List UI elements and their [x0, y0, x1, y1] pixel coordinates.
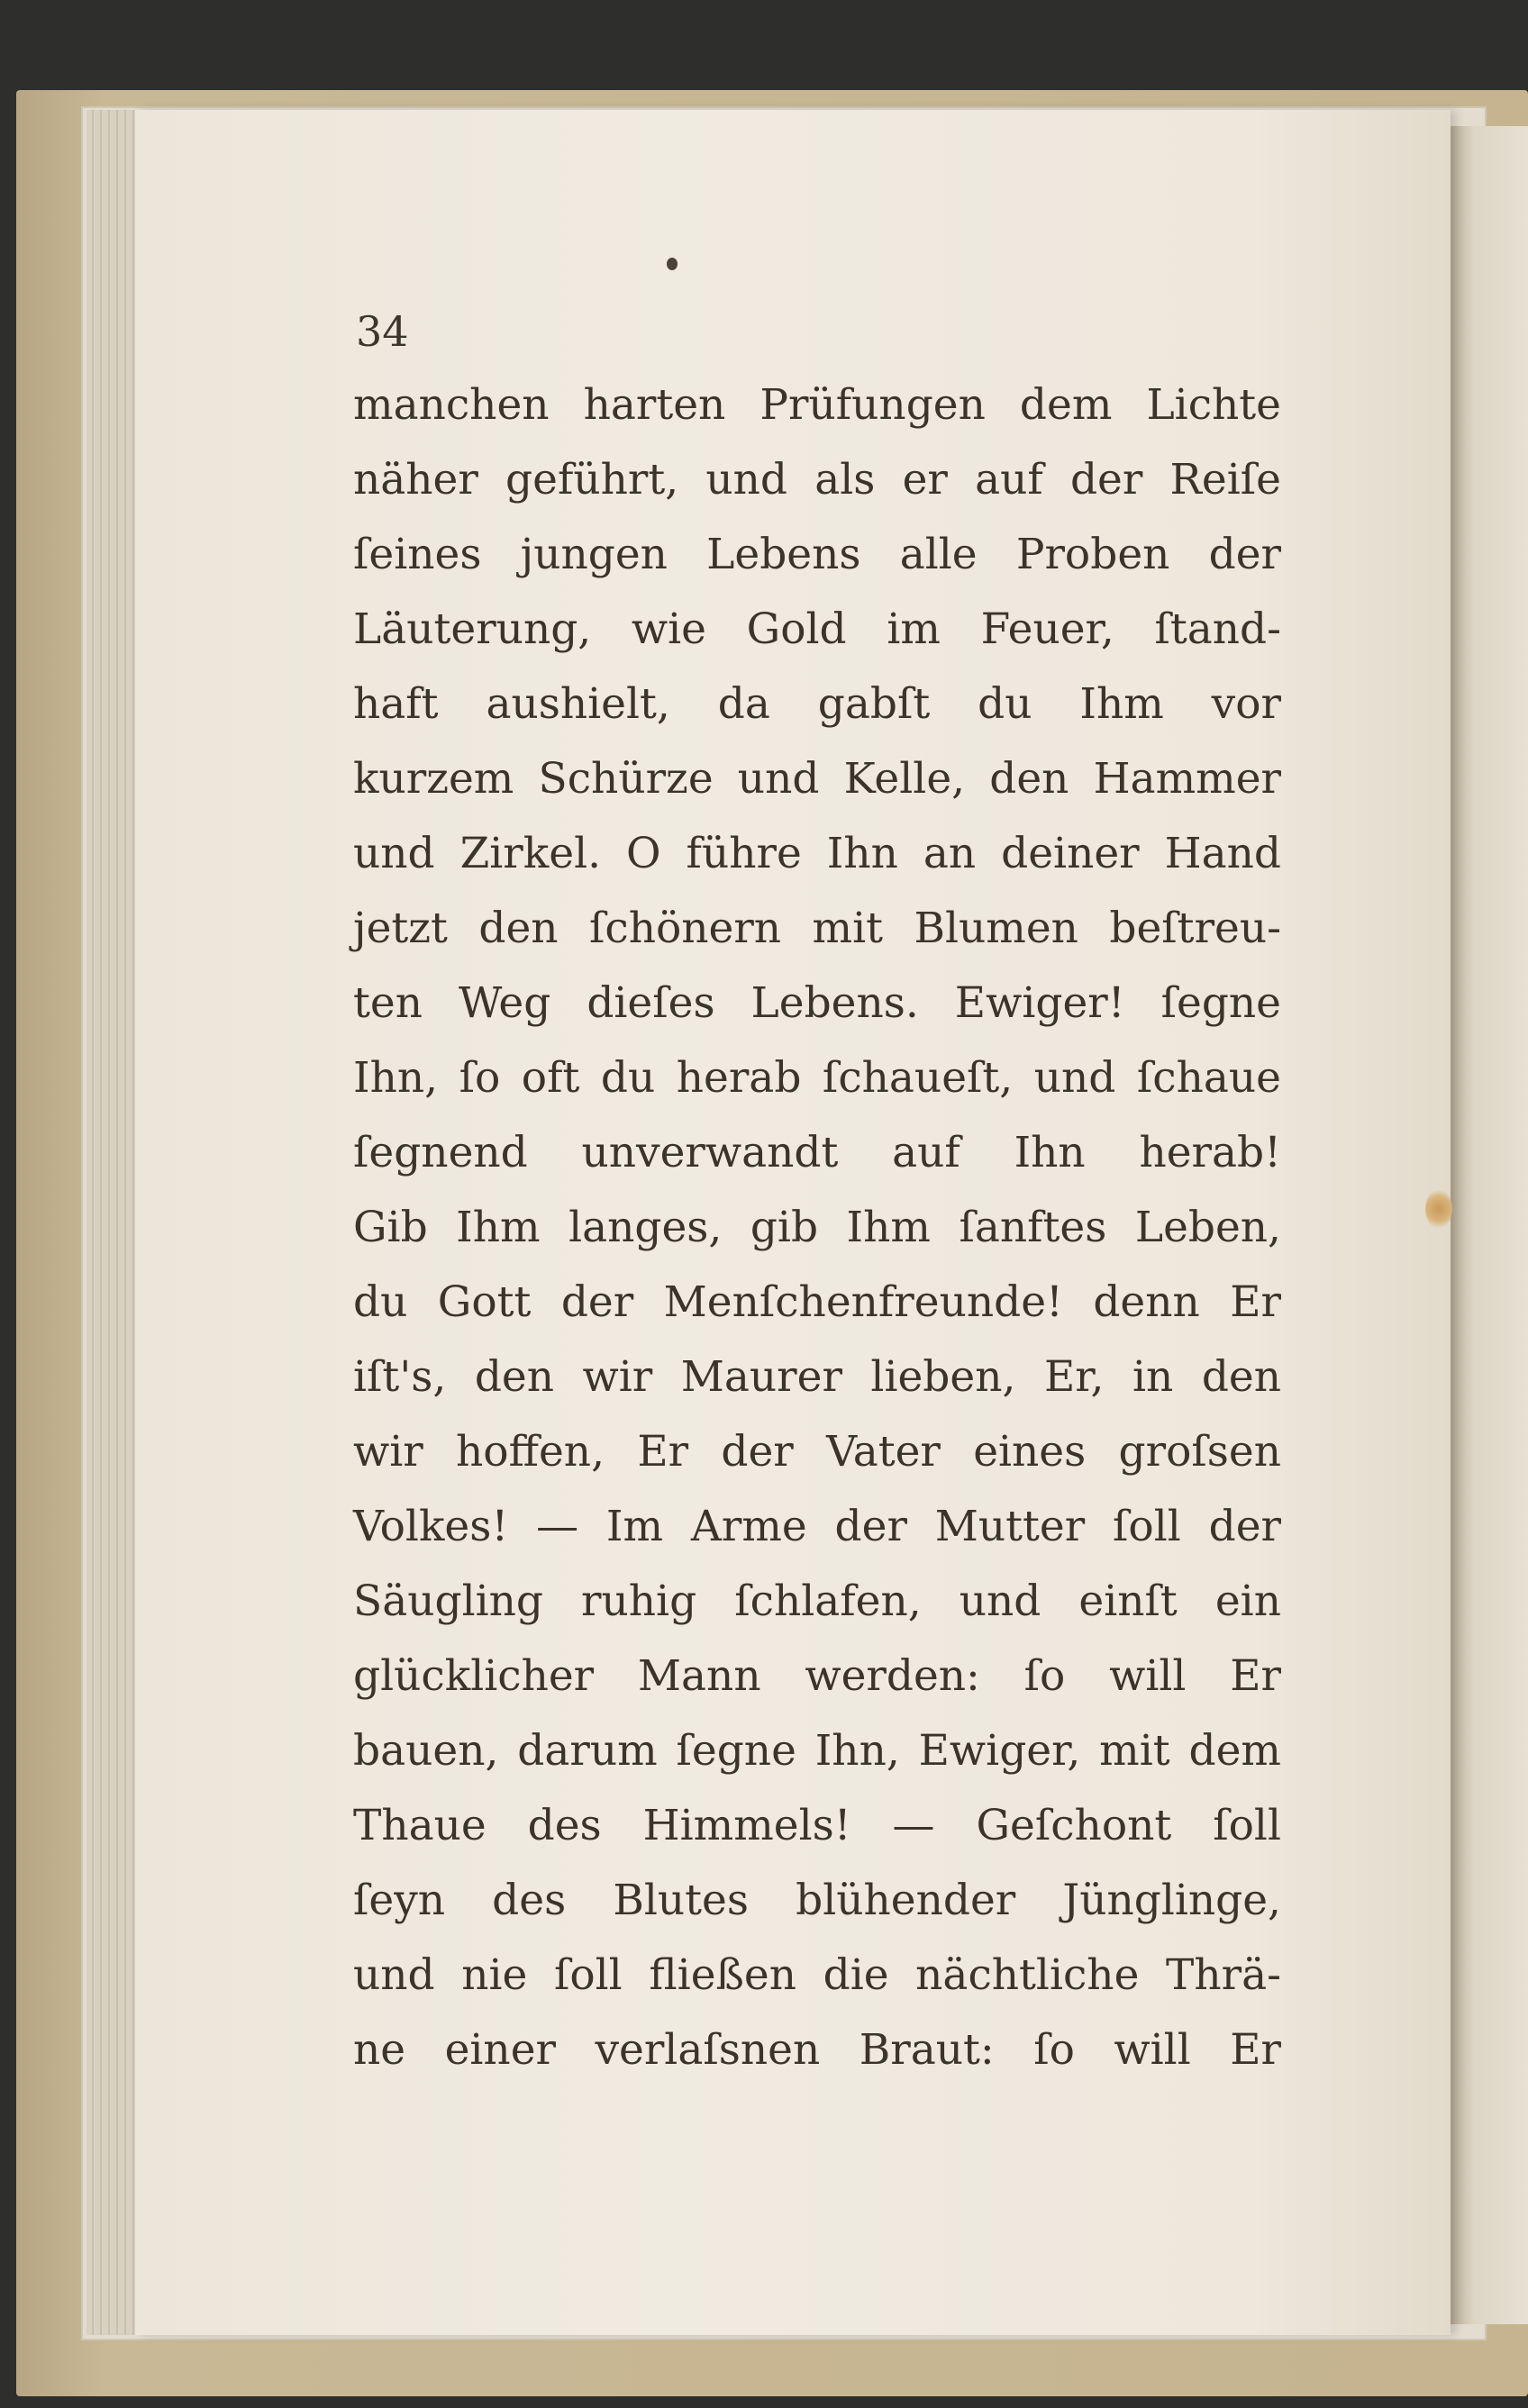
facing-page-edge: [1451, 126, 1528, 2324]
page-edges: [86, 110, 141, 2335]
text-line: [353, 1190, 1281, 1265]
text-line: [353, 667, 1281, 741]
text-line: [353, 1115, 1281, 1190]
text-line-content: kurzem Schürze und Kelle, den Hammer: [353, 754, 1281, 804]
body-text: [353, 368, 1281, 2087]
text-line: [353, 741, 1281, 816]
text-line: [353, 1938, 1281, 2013]
text-line: [353, 517, 1281, 592]
text-line-content: iſt's, den wir Maurer lieben, Er, in den: [353, 1352, 1281, 1402]
text-line: [353, 2013, 1281, 2087]
text-line: [353, 1265, 1281, 1340]
text-line-content: ſeyn des Blutes blühender Jünglinge,: [353, 1876, 1281, 1925]
text-line: [353, 592, 1281, 667]
text-line-content: Ihn, ſo oft du herab ſchaueſt, und ſchaue: [353, 1053, 1281, 1103]
text-line-content: Läuterung, wie Gold im Feuer, ſtand-: [353, 604, 1281, 654]
text-line-content: glücklicher Mann werden: ſo will Er: [353, 1651, 1281, 1701]
text-line-content: jetzt den ſchönern mit Blumen beſtreu-: [353, 904, 1281, 953]
page-number: 34: [356, 307, 409, 356]
text-line-content: bauen, darum ſegne Ihn, Ewiger, mit dem: [353, 1726, 1281, 1776]
paper-stain: [1425, 1189, 1452, 1229]
text-line-content: ten Weg dieſes Lebens. Ewiger! ſegne: [353, 978, 1281, 1028]
text-line: [353, 1564, 1281, 1639]
text-line: [353, 1863, 1281, 1938]
text-line-content: und Zirkel. O führe Ihn an deiner Hand: [353, 829, 1281, 878]
text-line: [353, 1340, 1281, 1414]
text-line: [353, 816, 1281, 891]
text-line-content: Gib Ihm langes, gib Ihm ſanftes Leben,: [353, 1203, 1281, 1252]
text-line: [353, 1414, 1281, 1489]
text-line-content: Säugling ruhig ſchlafen, und einſt ein: [353, 1577, 1281, 1626]
ink-dot: [667, 258, 678, 270]
text-line: [353, 1713, 1281, 1788]
text-line-content: näher geführt, und als er auf der Reiſe: [353, 455, 1281, 504]
text-line-content: ſeines jungen Lebens alle Proben der: [353, 530, 1281, 579]
text-line-content: du Gott der Menſchenfreunde! denn Er: [353, 1277, 1281, 1327]
text-line: [353, 1639, 1281, 1713]
text-line-content: haft aushielt, da gabſt du Ihm vor: [353, 679, 1281, 729]
text-line-content: manchen harten Prüfungen dem Lichte: [353, 380, 1281, 430]
text-line-content: Volkes! — Im Arme der Mutter ſoll der: [353, 1502, 1281, 1551]
text-line: [353, 1788, 1281, 1863]
text-line-content: wir hoffen, Er der Vater eines groſsen: [353, 1427, 1281, 1477]
text-line: [353, 1040, 1281, 1115]
text-line-content: ne einer verlaſsnen Braut: ſo will Er: [353, 2025, 1281, 2075]
text-line-content: und nie ſoll fließen die nächtliche Thrä-: [353, 1950, 1281, 2000]
text-line-content: Thaue des Himmels! — Geſchont ſoll: [353, 1801, 1281, 1850]
text-line: [353, 966, 1281, 1040]
text-line: [353, 1489, 1281, 1564]
text-line: [353, 368, 1281, 442]
text-line: [353, 442, 1281, 517]
text-line: [353, 891, 1281, 966]
text-line-content: ſegnend unverwandt auf Ihn herab!: [353, 1128, 1281, 1177]
